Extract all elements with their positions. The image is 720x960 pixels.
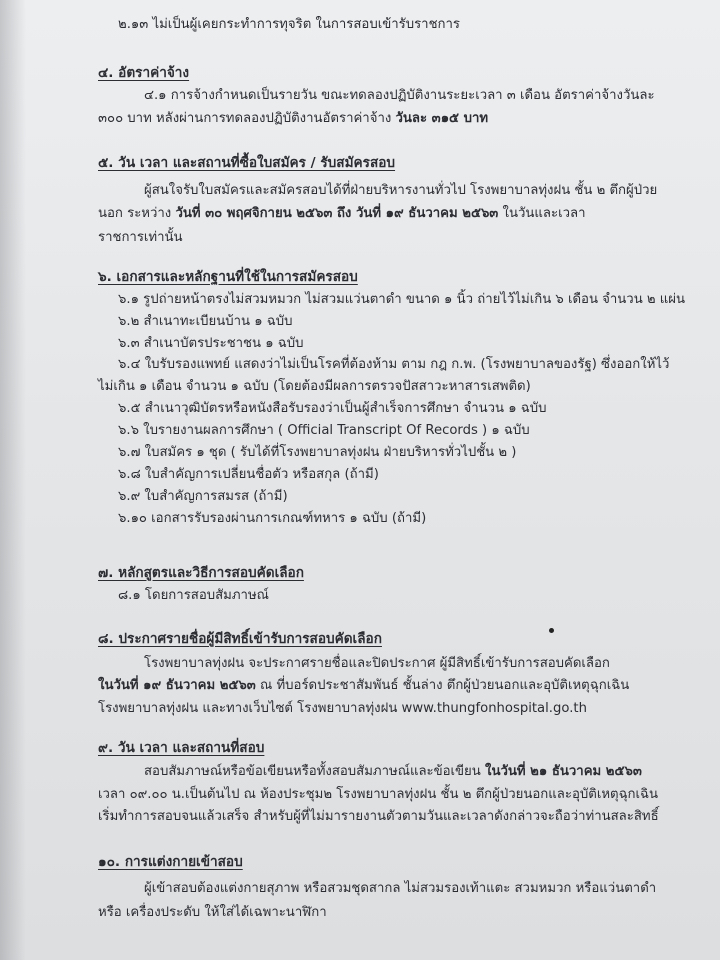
section-9-line-2: เวลา ๐๙.๐๐ น.เป็นต้นไป ณ ห้องประชุม๒ โรงพยาบาลทุ่งฝน ชั้น ๒ ตึกผู้ป่วยนอกและอุบัติเหตุฉุกเฉิน [98,787,659,802]
section-9-heading: ๙. วัน เวลา และสถานที่สอบ [98,740,265,756]
section-4-heading: ๔. อัตราค่าจ้าง [98,65,190,81]
section-6-heading: ๖. เอกสารและหลักฐานที่ใช้ในการสมัครสอบ [98,269,358,285]
section-10-line-2: หรือ เครื่องประดับ ให้ใส่ได้เฉพาะนาฬิกา [98,905,327,920]
application-period: วันที่ ๓๐ พฤศจิกายน ๒๕๖๓ ถึง วันที่ ๑๙ ธันวาคม ๒๕๖๓ [175,206,499,221]
section-5-heading: ๕. วัน เวลา และสถานที่ซื้อใบสมัคร / รับสมัครสอบ [98,155,396,171]
doc-item-3: ๖.๓ สำเนาบัตรประชาชน ๑ ฉบับ [118,336,304,351]
section-7-line-1: ๘.๑ โดยการสอบสัมภาษณ์ [118,588,269,603]
doc-item-4: ๖.๔ ใบรับรองแพทย์ แสดงว่าไม่เป็นโรคที่ต้องห้าม ตาม กฎ ก.พ. (โรงพยาบาลของรัฐ) ซึ่งออกให้ไว้ [118,357,670,372]
section-8-line-3: โรงพยาบาลทุ่งฝน และทางเว็บไซต์ โรงพยาบาลทุ่งฝน www.thungfonhospital.go.th [98,701,587,716]
section-5-line-3: ราชการเท่านั้น [98,230,183,245]
section-8-line-2 [98,679,629,692]
wage-text: ๓๐๐ บาท หลังผ่านการทดลองปฏิบัติงานอัตราค่าจ้าง [98,111,392,126]
doc-item-1: ๖.๑ รูปถ่ายหน้าตรงไม่สวมหมวก ไม่สวมแว่นตาดำ ขนาด ๑ นิ้ว ถ่ายไว้ไม่เกิน ๖ เดือน จำนวน ๒ แผ่น [118,292,686,307]
doc-item-5: ๖.๕ สำเนาวุฒิบัตรหรือหนังสือรับรองว่าเป็นผู้สำเร็จการศึกษา จำนวน ๑ ฉบับ [118,401,547,416]
section-7-heading: ๗. หลักสูตรและวิธีการสอบคัดเลือก [98,565,304,581]
section-9-line-3: เริ่มทำการสอบจนแล้วเสร็จ สำหรับผู้ที่ไม่มารายงานตัวตามวันและเวลาดังกล่าวจะถือว่าท่านสละสิทธิ์ [98,809,659,824]
doc-item-9: ๖.๙ ใบสำคัญการสมรส (ถ้ามี) [118,489,288,504]
period-prefix: นอก ระหว่าง [98,206,172,221]
section-5-line-1: ผู้สนใจรับใบสมัครและสมัครสอบได้ที่ฝ่ายบริหารงานทั่วไป โรงพยาบาลทุ่งฝน ชั้น ๒ ตึกผู้ป่วย [144,183,658,198]
doc-item-6: ๖.๖ ใบรายงานผลการศึกษา ( Official Transcript Of Records ) ๑ ฉบับ [118,423,530,438]
page-shadow [0,0,26,960]
period-suffix: ในวันและเวลา [502,206,586,221]
ink-dot [549,628,554,633]
section-10-heading: ๑๐. การแต่งกายเข้าสอบ [98,854,243,870]
section-9-line-1 [144,765,642,778]
wage-after-probation: วันละ ๓๑๕ บาท [395,111,489,126]
doc-item-4-cont: ไม่เกิน ๑ เดือน จำนวน ๑ ฉบับ (โดยต้องมีผลการตรวจปัสสาวะหาสารเสพติด) [98,379,531,394]
doc-item-7: ๖.๗ ใบสมัคร ๑ ชุด ( รับได้ที่โรงพยาบาลทุ่งฝน ฝ่ายบริหารทั่วไปชั้น ๒ ) [118,445,517,460]
prev-item-text: ๒.๑๓ ไม่เป็นผู้เคยกระทำการทุจริต ในการสอบเข้ารับราชการ [118,17,461,32]
doc-item-10: ๖.๑๐ เอกสารรับรองผ่านการเกณฑ์ทหาร ๑ ฉบับ (ถ้ามี) [118,511,427,526]
section-8-line-1: โรงพยาบาลทุ่งฝน จะประกาศรายชื่อและปิดประกาศ ผู้มีสิทธิ์เข้ารับการสอบคัดเลือก [144,656,610,671]
section-4-line-2 [98,112,488,125]
section-4-line-1: ๔.๑ การจ้างกำหนดเป็นรายวัน ขณะทดลองปฏิบัติงานระยะเวลา ๓ เดือน อัตราค่าจ้างวันละ [144,88,655,103]
section-10-line-1: ผู้เข้าสอบต้องแต่งกายสุภาพ หรือสวมชุดสากล ไม่สวมรองเท้าแตะ สวมหมวก หรือแว่นตาดำ [144,881,657,896]
exam-type: สอบสัมภาษณ์หรือข้อเขียนหรือทั้งสอบสัมภาษณ์และข้อเขียน [144,764,481,779]
exam-date: ในวันที่ ๒๑ ธันวาคม ๒๕๖๓ [485,764,642,779]
doc-item-2: ๖.๒ สำเนาทะเบียนบ้าน ๑ ฉบับ [118,314,293,329]
announcement-place: ณ ที่บอร์ดประชาสัมพันธ์ ชั้นล่าง ตึกผู้ป่วยนอกและอุบัติเหตุฉุกเฉิน [260,678,630,693]
doc-item-8: ๖.๘ ใบสำคัญการเปลี่ยนชื่อตัว หรือสกุล (ถ้ามี) [118,467,379,482]
section-5-line-2 [98,207,585,220]
section-8-heading: ๘. ประกาศรายชื่อผู้มีสิทธิ์เข้ารับการสอบคัดเลือก [98,631,382,647]
announcement-date: ในวันที่ ๑๙ ธันวาคม ๒๕๖๓ [98,678,256,693]
